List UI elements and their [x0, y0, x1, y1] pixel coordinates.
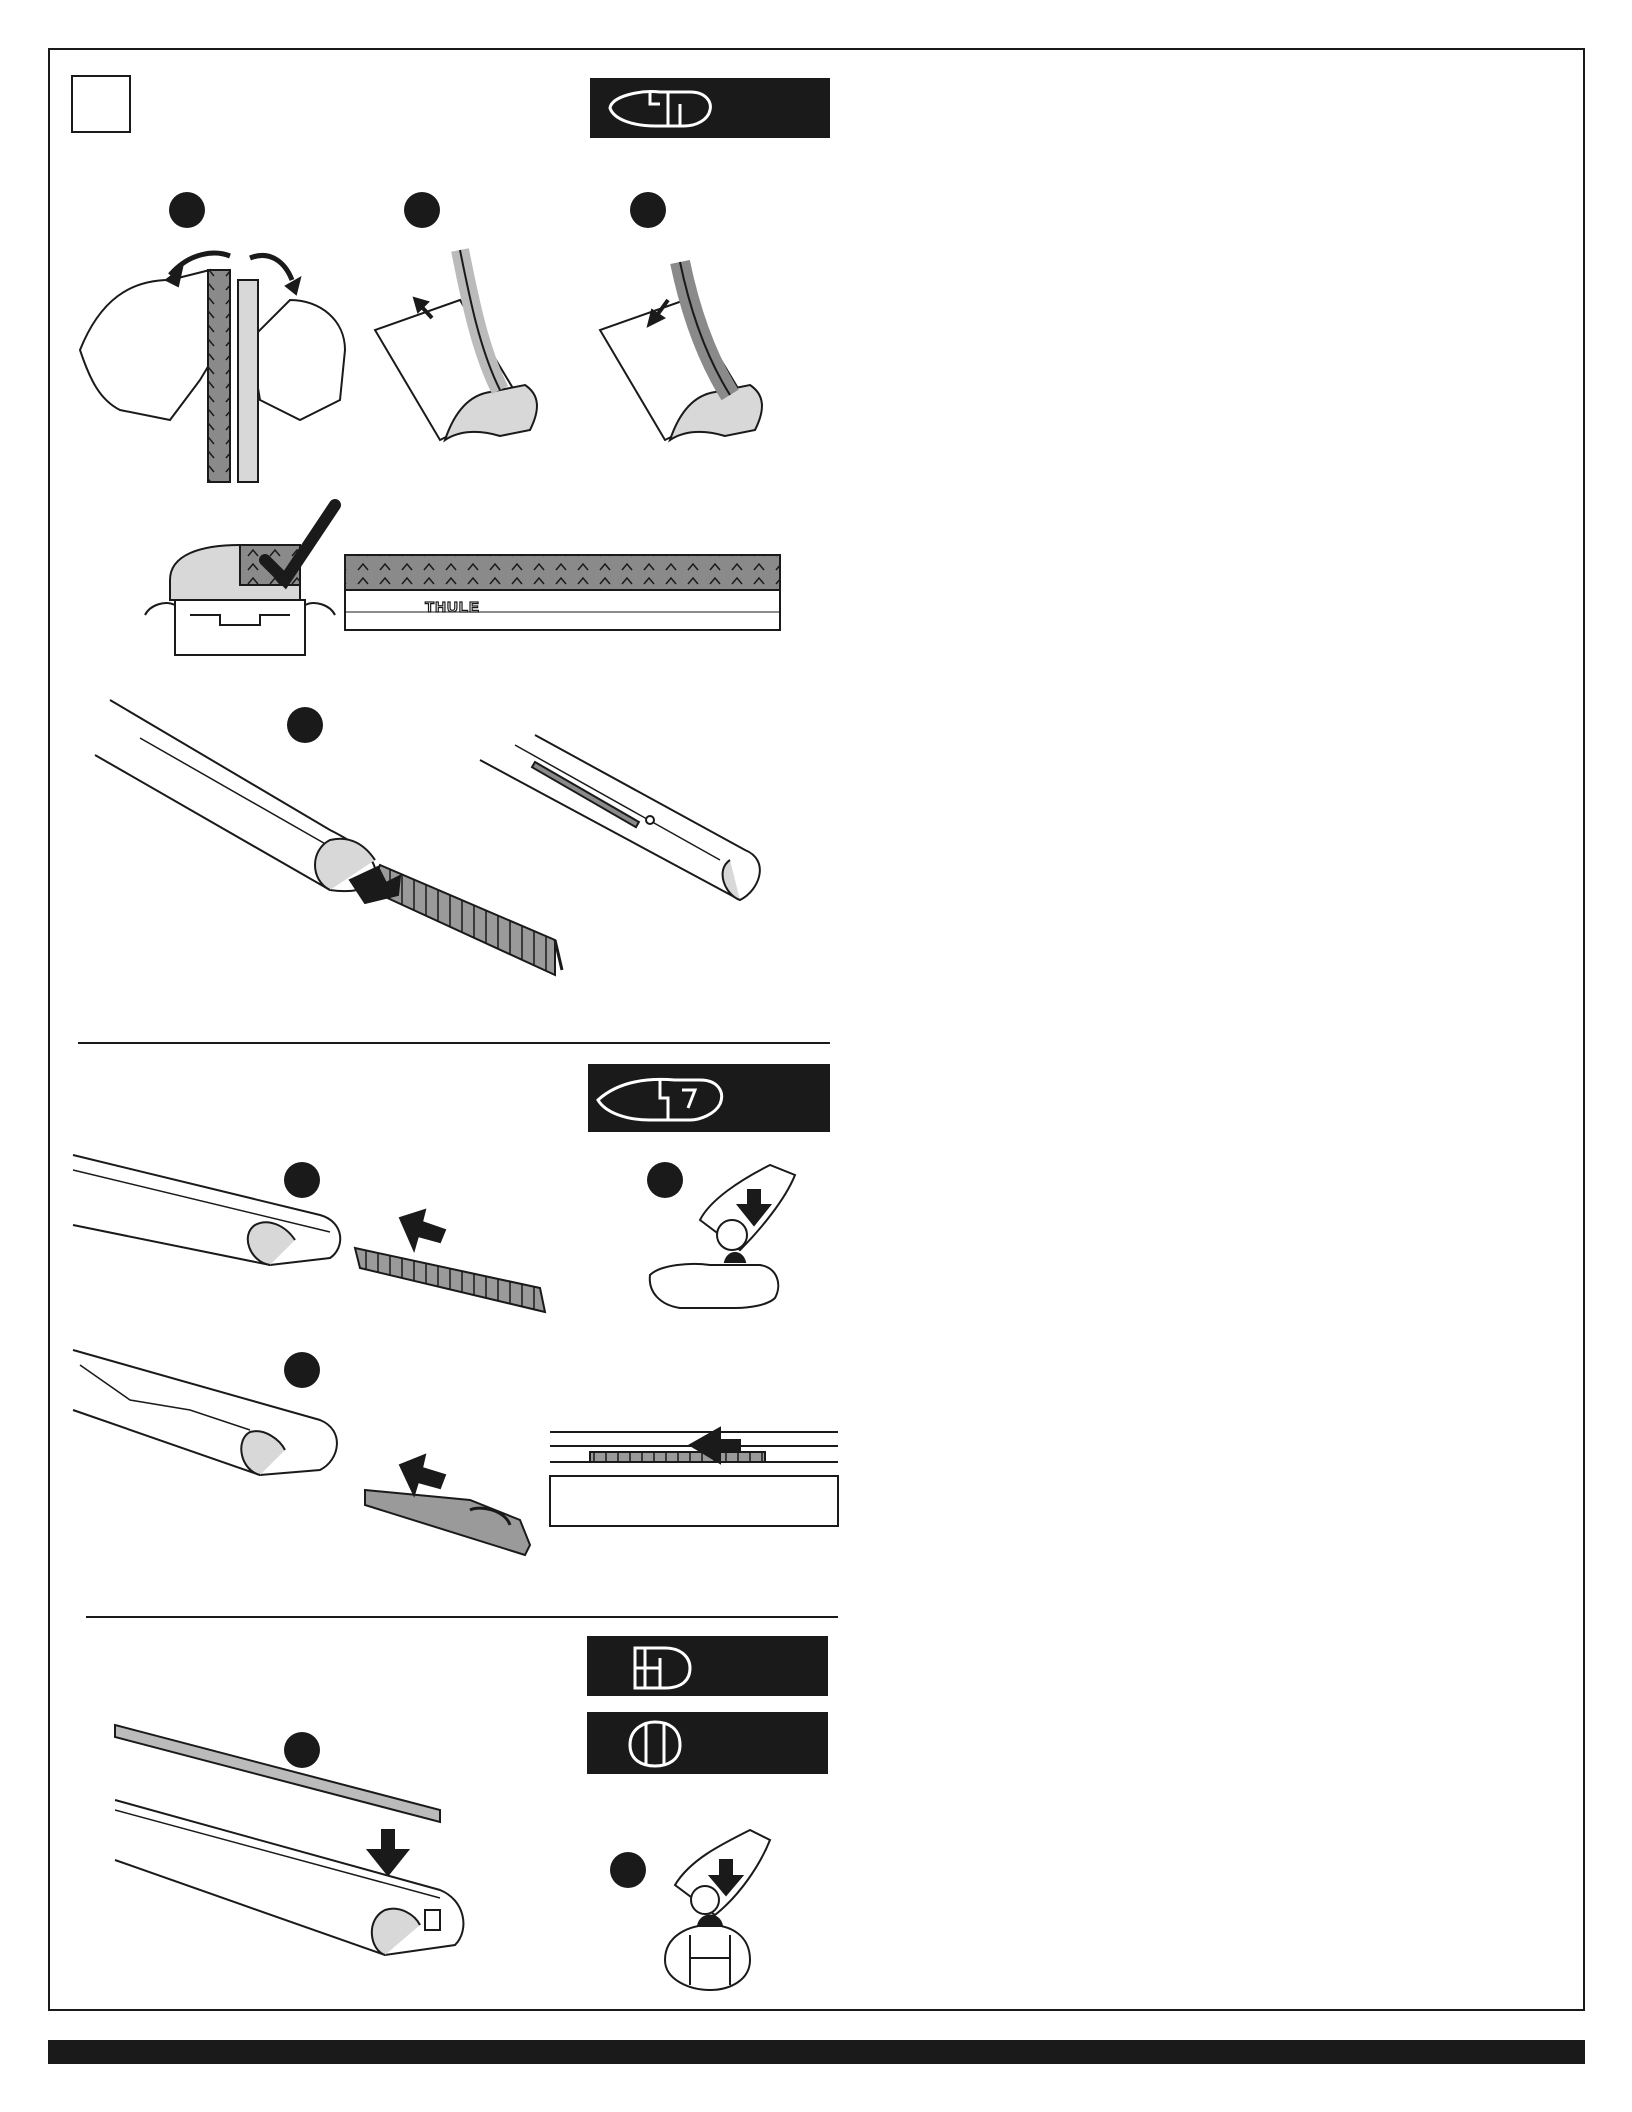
square-bar-profile-badge: [587, 1636, 828, 1696]
peel-strip-illustration: [80, 253, 345, 482]
step-marker-dot: [647, 1162, 683, 1198]
wing-bar-edge-profile-badge: [588, 1064, 830, 1132]
press-clip-round-illustration: [665, 1830, 770, 1990]
strip-insert-illustration-a: [375, 250, 537, 440]
step-marker-dot: [630, 192, 666, 228]
step-marker-dot: [610, 1852, 646, 1888]
wing-bar-profile-badge: [590, 78, 830, 138]
step-marker-dot: [284, 1352, 320, 1388]
step-marker-dot: [404, 192, 440, 228]
step-marker-dot: [284, 1162, 320, 1198]
bar-installed-illustration: [480, 735, 760, 900]
section-3: [115, 1636, 828, 1990]
section-2: [73, 1064, 838, 1555]
round-bar-profile-badge: [587, 1712, 828, 1774]
strip-insert-illustration-b: [600, 262, 762, 440]
cross-section-check-illustration: [145, 505, 335, 655]
bar-slide-in-illustration: [95, 700, 562, 975]
section-1: [72, 76, 830, 975]
brand-mark: THULE: [425, 599, 480, 616]
track-detail-illustration: [550, 1428, 838, 1526]
step-marker-dot: [287, 707, 323, 743]
step-marker-dot: [169, 192, 205, 228]
step-number-box: [72, 76, 130, 132]
step-marker-dot: [284, 1732, 320, 1768]
bar-side-view: [345, 555, 780, 630]
